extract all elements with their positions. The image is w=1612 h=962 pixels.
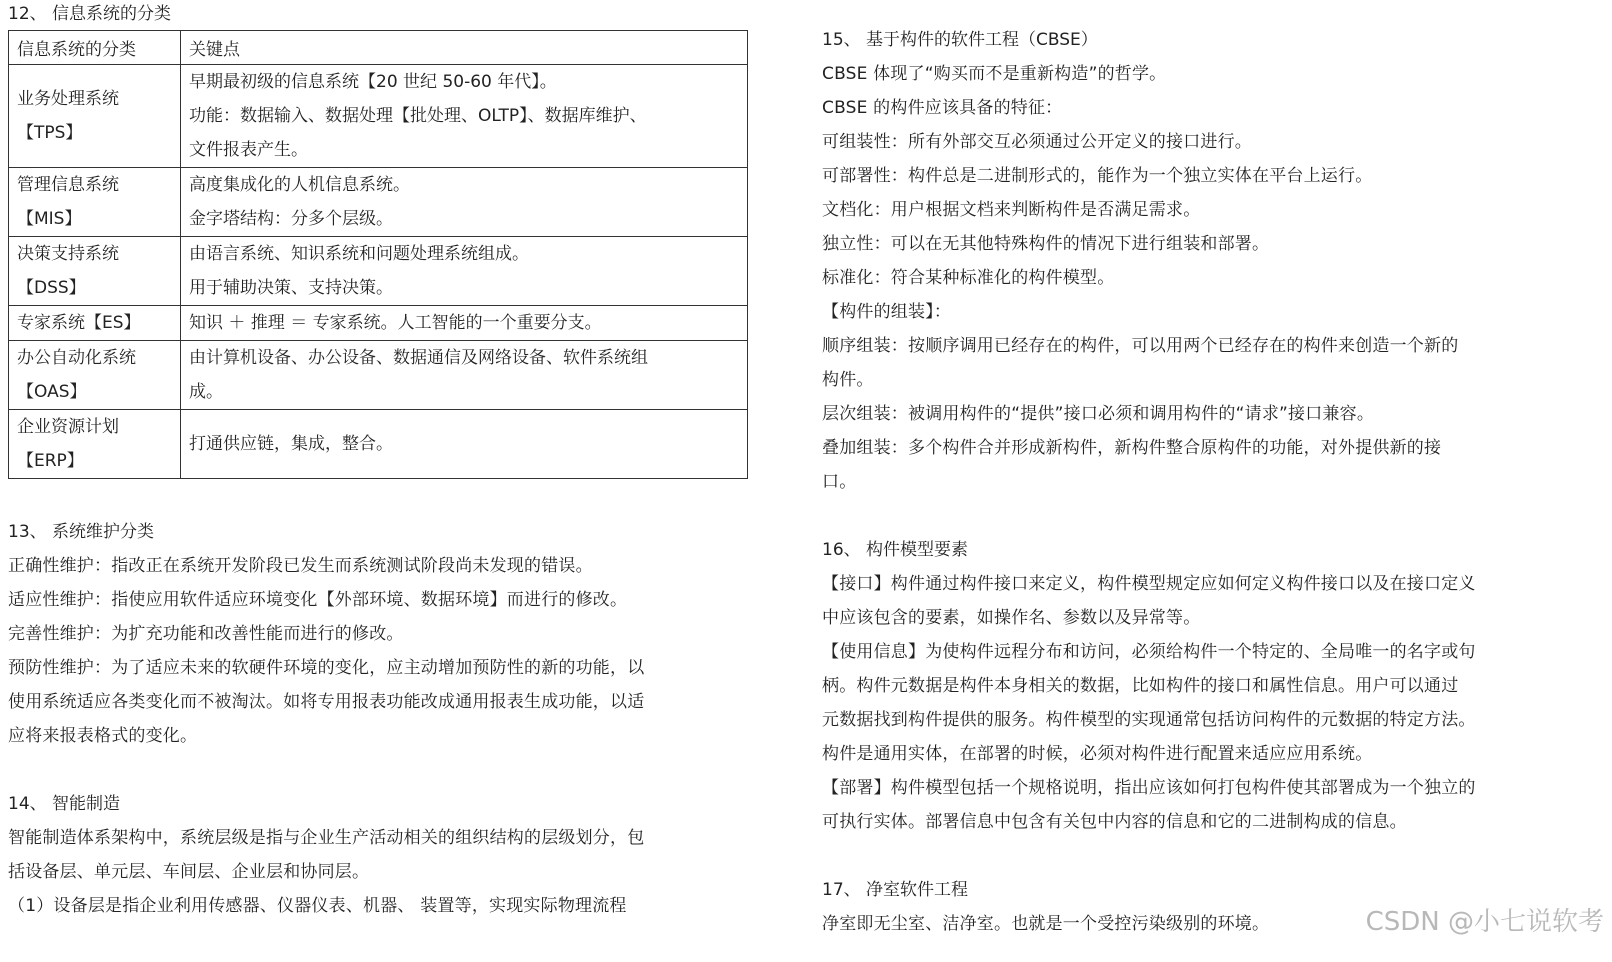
section-15-line: 可组装性：所有外部交互必须通过公开定义的接口进行。 bbox=[822, 132, 1252, 152]
section-16-line: 元数据找到构件提供的服务。构件模型的实现通常包括访问构件的元数据的特定方法。 bbox=[822, 710, 1476, 730]
spacer bbox=[8, 753, 748, 787]
section-15-line: 标准化：符合某种标准化的构件模型。 bbox=[822, 268, 1115, 288]
section-13-line: 正确性维护：指改正在系统开发阶段已发生而系统测试阶段尚未发现的错误。 bbox=[8, 556, 593, 576]
row-point-line: 用于辅助决策、支持决策。 bbox=[189, 278, 393, 298]
spacer bbox=[822, 499, 1592, 533]
row-name-line: 【MIS】 bbox=[17, 209, 82, 229]
table-row-es bbox=[9, 306, 748, 341]
section-16-line: 【使用信息】为使构件远程分布和访问，必须给构件一个特定的、全局唯一的名字或句 bbox=[822, 642, 1476, 662]
row-point-line: 由计算机设备、办公设备、数据通信及网络设备、软件系统组 bbox=[189, 348, 648, 368]
row-point-line: 金字塔结构：分多个层级。 bbox=[189, 209, 393, 229]
section-15-line: 独立性：可以在无其他特殊构件的情况下进行组装和部署。 bbox=[822, 234, 1270, 254]
right-column bbox=[822, 23, 1592, 941]
row-name bbox=[9, 306, 181, 341]
section-15-heading: 15、 基于构件的软件工程（CBSE） bbox=[822, 30, 1098, 50]
row-points bbox=[181, 237, 748, 306]
spacer bbox=[822, 839, 1592, 873]
row-point-line: 文件报表产生。 bbox=[189, 140, 308, 160]
row-point-line: 打通供应链，集成，整合。 bbox=[189, 434, 393, 454]
row-name bbox=[9, 237, 181, 306]
section-14-line: （1）设备层是指企业利用传感器、仪器仪表、机器、 装置等，实现实际物理流程 bbox=[8, 896, 627, 916]
section-12-heading: 12、 信息系统的分类 bbox=[8, 4, 172, 24]
row-points bbox=[181, 306, 748, 341]
section-14-heading: 14、 智能制造 bbox=[8, 794, 121, 814]
section-15-line: 构件。 bbox=[822, 370, 874, 390]
info-system-table bbox=[8, 30, 748, 479]
row-name-line: 管理信息系统 bbox=[17, 175, 119, 195]
table-row-oas bbox=[9, 341, 748, 410]
section-15-line: 可部署性：构件总是二进制形式的，能作为一个独立实体在平台上运行。 bbox=[822, 166, 1373, 186]
row-name-line: 【DSS】 bbox=[17, 278, 86, 298]
table-row-tps bbox=[9, 65, 748, 168]
section-13-line: 预防性维护：为了适应未来的软硬件环境的变化，应主动增加预防性的新的功能，以 bbox=[8, 658, 645, 678]
section-16-line: 中应该包含的要素，如操作名、参数以及异常等。 bbox=[822, 608, 1201, 628]
row-point-line: 早期最初级的信息系统【20 世纪 50-60 年代】。 bbox=[189, 72, 557, 92]
section-13-line: 使用系统适应各类变化而不被淘汰。如将专用报表功能改成通用报表生成功能，以适 bbox=[8, 692, 645, 712]
section-15-line: 层次组装：被调用构件的“提供”接口必须和调用构件的“请求”接口兼容。 bbox=[822, 404, 1375, 424]
row-name bbox=[9, 168, 181, 237]
row-name bbox=[9, 341, 181, 410]
section-15-line: 文档化：用户根据文档来判断构件是否满足需求。 bbox=[822, 200, 1201, 220]
row-name-line: 专家系统【ES】 bbox=[17, 313, 141, 333]
section-13-line: 适应性维护：指使应用软件适应环境变化【外部环境、数据环境】而进行的修改。 bbox=[8, 590, 628, 610]
table-row-mis bbox=[9, 168, 748, 237]
section-15-line: CBSE 的构件应该具备的特征： bbox=[822, 98, 1063, 118]
section-16-line: 可执行实体。部署信息中包含有关包中内容的信息和它的二进制构成的信息。 bbox=[822, 812, 1407, 832]
section-16-line: 【部署】构件模型包括一个规格说明，指出应该如何打包构件使其部署成为一个独立的 bbox=[822, 778, 1476, 798]
row-name-line: 企业资源计划 bbox=[17, 417, 119, 437]
section-16-line: 构件是通用实体，在部署的时候，必须对构件进行配置来适应应用系统。 bbox=[822, 744, 1373, 764]
spacer bbox=[8, 479, 748, 515]
table-header-keypoints: 关键点 bbox=[181, 31, 748, 65]
row-name-line: 决策支持系统 bbox=[17, 244, 119, 264]
section-15-line: 口。 bbox=[822, 472, 857, 492]
row-name-line: 【OAS】 bbox=[17, 382, 87, 402]
row-points bbox=[181, 410, 748, 479]
row-point-line: 知识 ＋ 推理 ＝ 专家系统。人工智能的一个重要分支。 bbox=[189, 313, 602, 333]
section-13-heading: 13、 系统维护分类 bbox=[8, 522, 155, 542]
row-point-line: 由语言系统、知识系统和问题处理系统组成。 bbox=[189, 244, 529, 264]
section-15-line: 叠加组装：多个构件合并形成新构件，新构件整合原构件的功能，对外提供新的接 bbox=[822, 438, 1442, 458]
row-name-line: 【TPS】 bbox=[17, 123, 83, 143]
section-16-line: 柄。构件元数据是构件本身相关的数据，比如构件的接口和属性信息。用户可以通过 bbox=[822, 676, 1459, 696]
section-17-line: 净室即无尘室、洁净室。也就是一个受控污染级别的环境。 bbox=[822, 914, 1270, 934]
section-13-line: 完善性维护：为扩充功能和改善性能而进行的修改。 bbox=[8, 624, 404, 644]
row-points bbox=[181, 341, 748, 410]
row-name-line: 业务处理系统 bbox=[17, 89, 119, 109]
section-14-line: 括设备层、单元层、车间层、企业层和协同层。 bbox=[8, 862, 370, 882]
row-point-line: 高度集成化的人机信息系统。 bbox=[189, 175, 410, 195]
row-point-line: 功能：数据输入、数据处理【批处理、OLTP】、数据库维护、 bbox=[189, 106, 647, 126]
row-name bbox=[9, 410, 181, 479]
section-16-line: 【接口】构件通过构件接口来定义，构件模型规定应如何定义构件接口以及在接口定义 bbox=[822, 574, 1476, 594]
row-point-line: 成。 bbox=[189, 382, 223, 402]
table-row-dss bbox=[9, 237, 748, 306]
section-17-heading: 17、 净室软件工程 bbox=[822, 880, 969, 900]
section-15-line: CBSE 体现了“购买而不是重新构造”的哲学。 bbox=[822, 64, 1167, 84]
row-name bbox=[9, 65, 181, 168]
row-points bbox=[181, 168, 748, 237]
table-row-erp bbox=[9, 410, 748, 479]
left-column bbox=[8, 0, 748, 923]
section-15-line: 【构件的组装】： bbox=[822, 302, 952, 322]
section-14-line: 智能制造体系架构中，系统层级是指与企业生产活动相关的组织结构的层级划分，包 bbox=[8, 828, 645, 848]
section-13-line: 应将来报表格式的变化。 bbox=[8, 726, 198, 746]
row-name-line: 办公自动化系统 bbox=[17, 348, 136, 368]
section-15-line: 顺序组装：按顺序调用已经存在的构件，可以用两个已经存在的构件来创造一个新的 bbox=[822, 336, 1459, 356]
csdn-watermark: CSDN @小七说软考 bbox=[1365, 907, 1604, 937]
section-16-heading: 16、 构件模型要素 bbox=[822, 540, 969, 560]
row-name-line: 【ERP】 bbox=[17, 451, 84, 471]
table-header-row bbox=[9, 31, 748, 65]
table-header-category: 信息系统的分类 bbox=[9, 31, 181, 65]
row-points bbox=[181, 65, 748, 168]
